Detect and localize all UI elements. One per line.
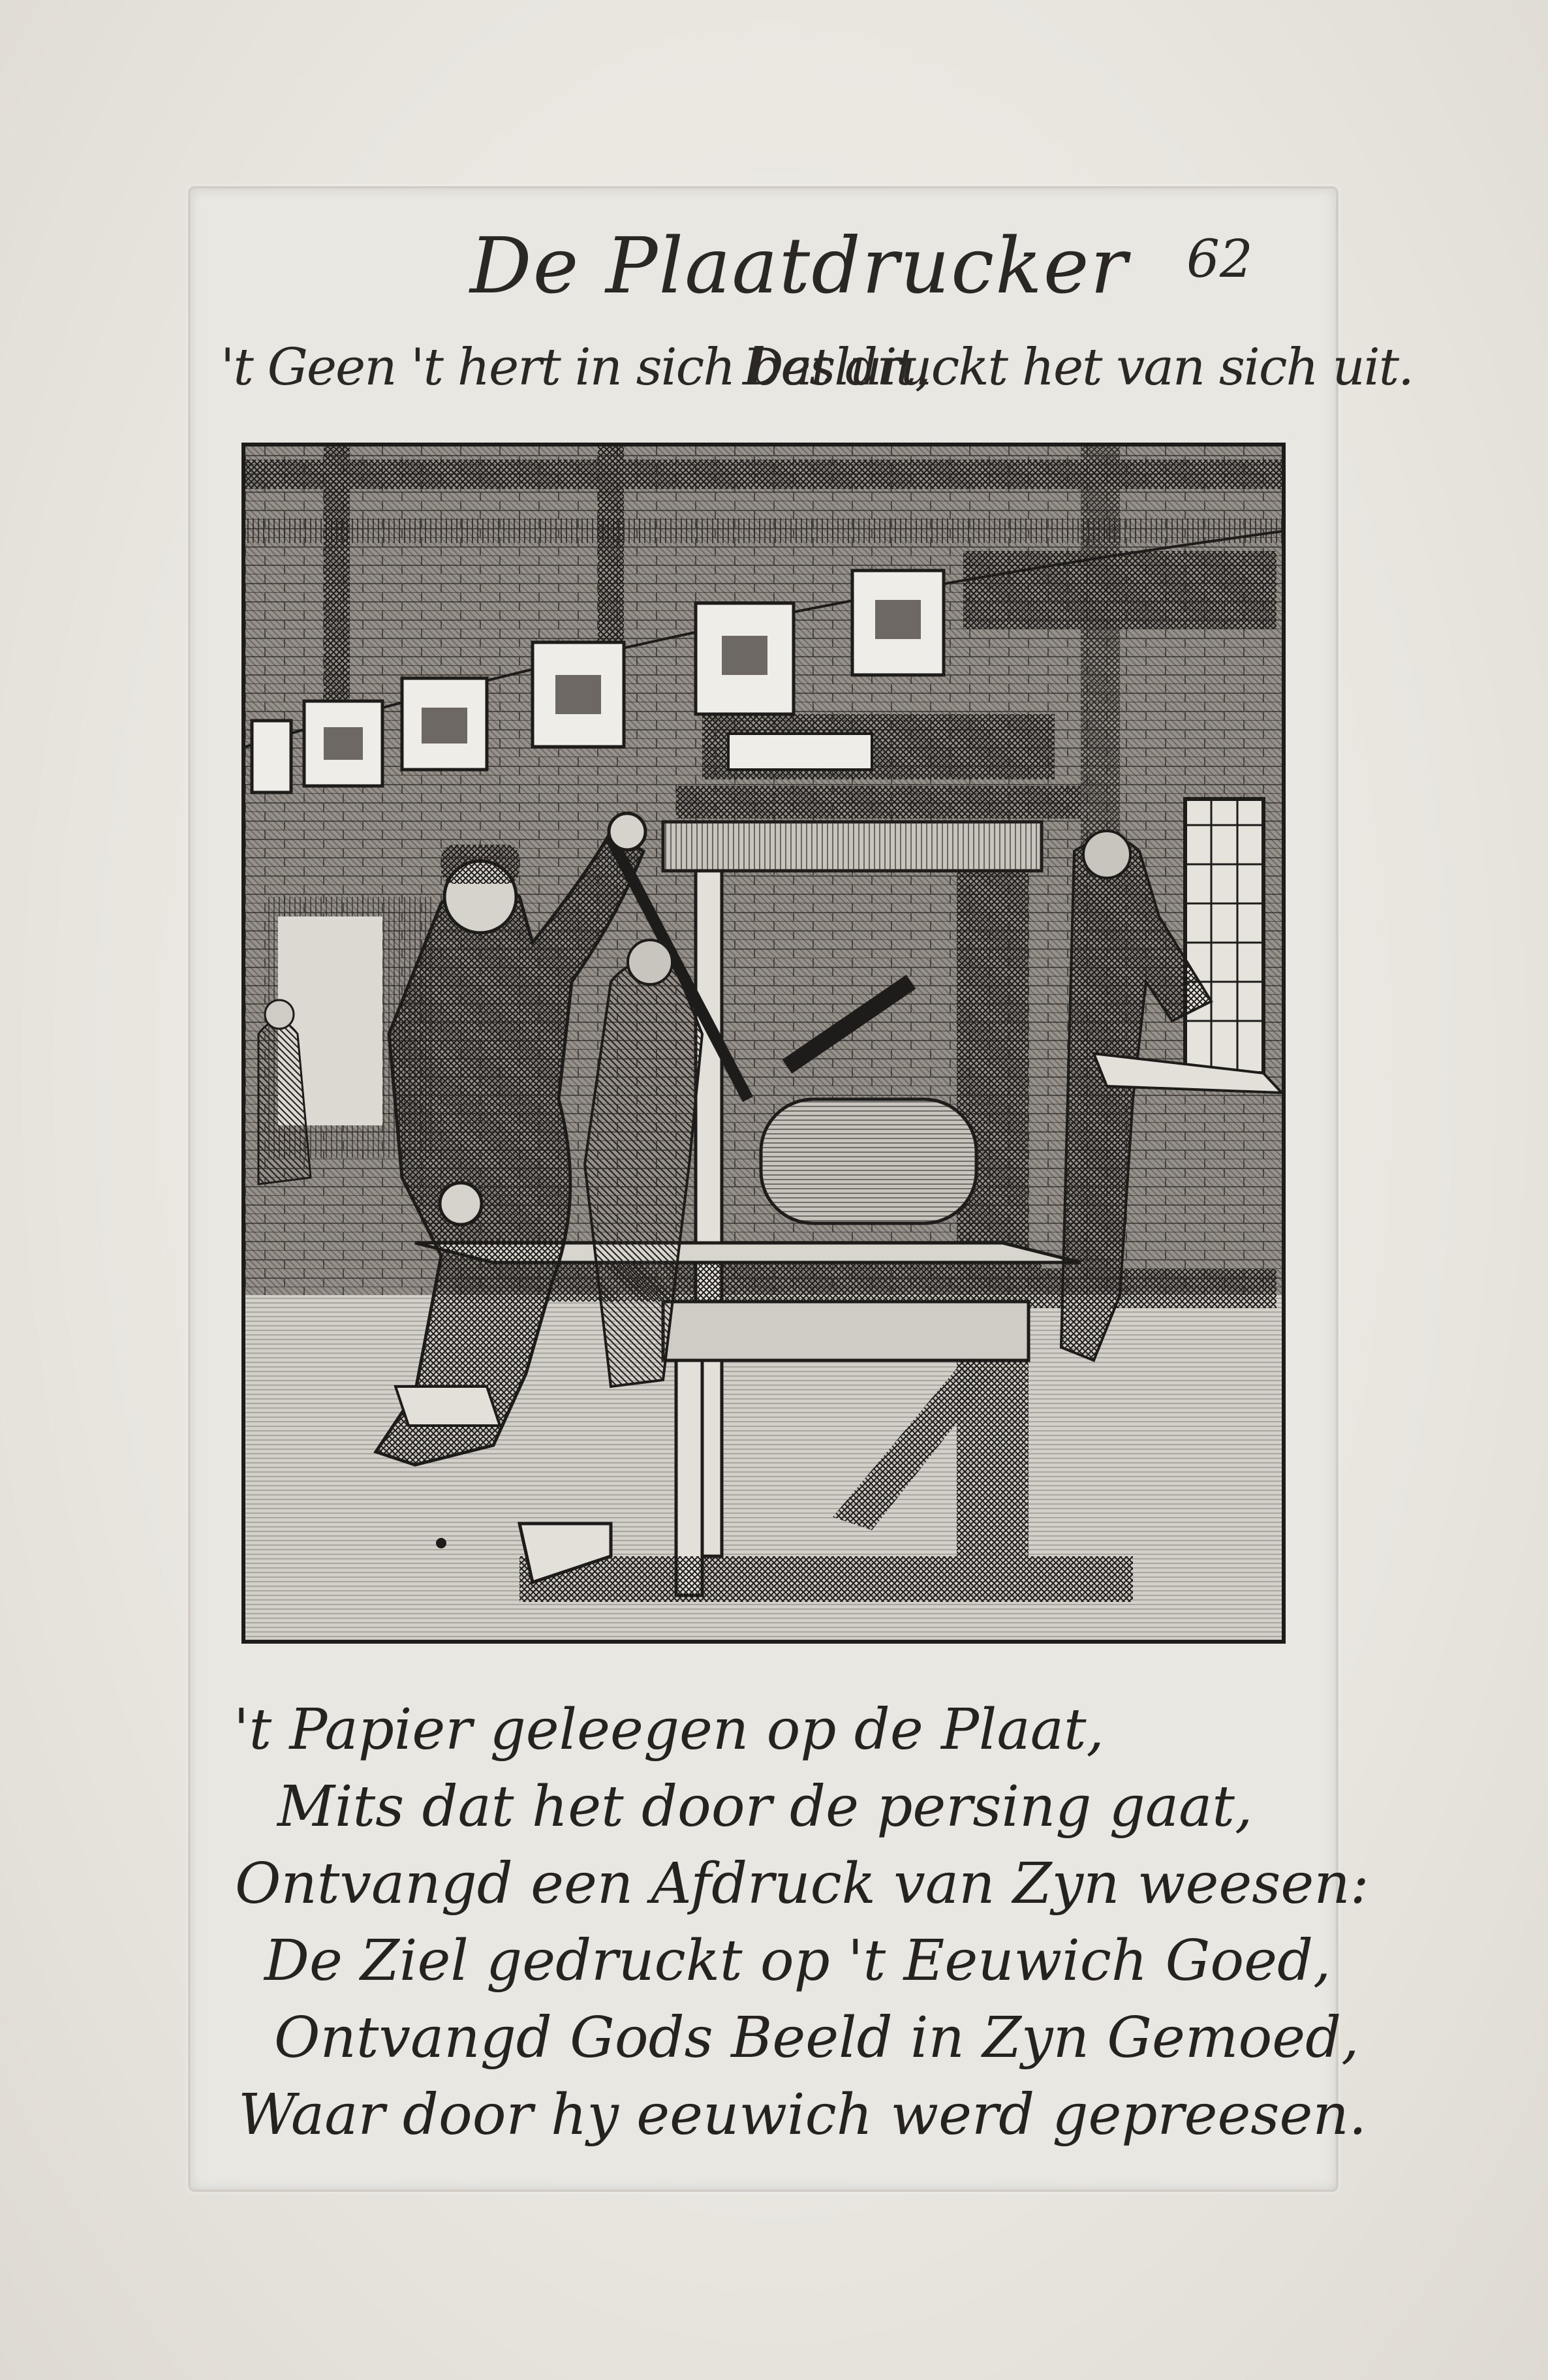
verse-line-4: De Ziel gedruckt op 't Eeuwich Goed,: [264, 1928, 1331, 1994]
verse-line-5: Ontvangd Gods Beeld in Zyn Gemoed,: [274, 2005, 1359, 2071]
motto-left: 't Geen 't hert in sich besluit,: [221, 338, 930, 397]
motto-right: Dat druckt het van sich uit.: [743, 338, 1413, 397]
verse-line-3: Ontvangd een Afdruck van Zyn weesen:: [235, 1851, 1369, 1917]
engraving-illustration: [241, 443, 1286, 1644]
verse-line-2: Mits dat het door de persing gaat,: [277, 1774, 1253, 1840]
verse-line-1: 't Papier geleegen op de Plaat,: [234, 1697, 1104, 1762]
print-title: De Plaatdrucker: [470, 221, 1128, 311]
plate-number: 62: [1186, 228, 1253, 289]
verse-line-6: Waar door hy eeuwich werd gepreesen.: [238, 2082, 1367, 2148]
